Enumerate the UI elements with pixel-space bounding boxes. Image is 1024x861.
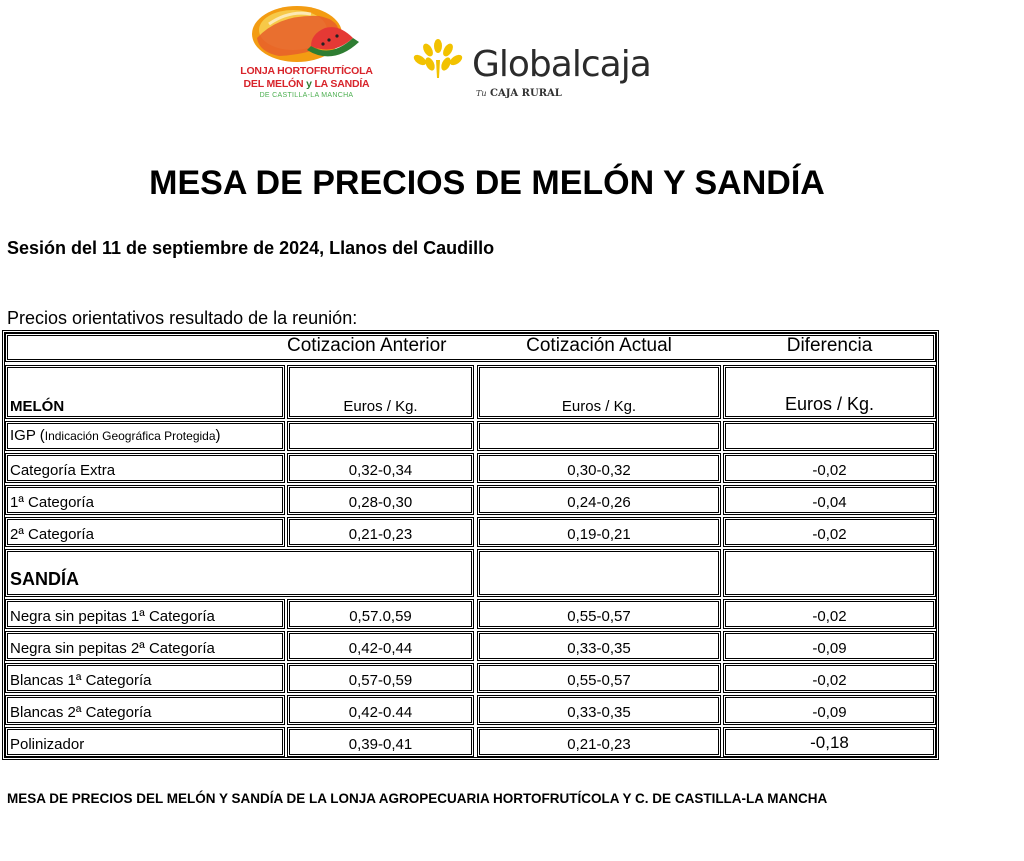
sandia-row-label: Negra sin pepitas 1ª Categoría bbox=[5, 599, 285, 629]
igp-diferencia bbox=[723, 421, 936, 451]
melon-row-label: 1ª Categoría bbox=[5, 485, 285, 515]
lonja-logo-line2: DEL MELÓN y LA SANDÍA bbox=[243, 78, 370, 90]
sandia-heading-actual bbox=[477, 549, 721, 597]
igp-label: IGP ( Indicación Geográfica Protegida ) bbox=[5, 421, 285, 451]
melon-row-diferencia: -0,04 bbox=[723, 485, 936, 515]
sandia-row-anterior: 0,57.0,59 bbox=[287, 599, 474, 629]
melon-row-actual: 0,19-0,21 bbox=[477, 517, 721, 547]
col-header-diferencia: Diferencia bbox=[786, 335, 873, 356]
sandia-section-heading: SANDÍA bbox=[5, 549, 474, 597]
melon-row-anterior: 0,32-0,34 bbox=[287, 453, 474, 483]
sandia-row-diferencia: -0,09 bbox=[723, 631, 936, 661]
col-header-anterior: Cotizacion Anterior bbox=[287, 335, 447, 356]
unit-actual: Euros / Kg. bbox=[477, 365, 721, 419]
sandia-row-diferencia: -0,02 bbox=[723, 599, 936, 629]
lonja-logo-line3: DE CASTILLA-LA MANCHA bbox=[259, 92, 354, 99]
igp-actual bbox=[477, 421, 721, 451]
melon-section-heading: MELÓN bbox=[5, 365, 285, 419]
melon-row-label: 2ª Categoría bbox=[5, 517, 285, 547]
globalcaja-logo bbox=[408, 38, 658, 102]
melon-row-anterior: 0,28-0,30 bbox=[287, 485, 474, 515]
melon-row-diferencia: -0,02 bbox=[723, 517, 936, 547]
wheat-icon bbox=[408, 38, 470, 82]
sandia-row-actual: 0,55-0,57 bbox=[477, 663, 721, 693]
melon-row-actual: 0,24-0,26 bbox=[477, 485, 721, 515]
intro-text: Precios orientativos resultado de la reunión: bbox=[7, 308, 358, 328]
sandia-row-actual: 0,21-0,23 bbox=[477, 727, 721, 757]
unit-diferencia: Euros / Kg. bbox=[723, 365, 936, 419]
footer-note: MESA DE PRECIOS DEL MELÓN Y SANDÍA DE LA LONJA AGROPECUARIA HORTOFRUTÍCOLA Y C. DE CASTILLA-LA MANCHA bbox=[7, 791, 828, 806]
sandia-row-actual: 0,55-0,57 bbox=[477, 599, 721, 629]
melon-row-actual: 0,30-0,32 bbox=[477, 453, 721, 483]
sandia-row-label: Blancas 1ª Categoría bbox=[5, 663, 285, 693]
sandia-row-anterior: 0,42-0.44 bbox=[287, 695, 474, 725]
session-info: Sesión del 11 de septiembre de 2024, Llanos del Caudillo bbox=[7, 238, 495, 258]
sandia-row-diferencia: -0,09 bbox=[723, 695, 936, 725]
sandia-row-anterior: 0,39-0,41 bbox=[287, 727, 474, 757]
melon-watermelon-icon bbox=[249, 4, 364, 66]
melon-row-diferencia: -0,02 bbox=[723, 453, 936, 483]
lonja-logo bbox=[224, 4, 389, 100]
col-header-actual: Cotización Actual bbox=[526, 335, 672, 356]
sandia-row-diferencia: -0,02 bbox=[723, 663, 936, 693]
globalcaja-tagline: Tu CAJA RURAL bbox=[476, 88, 562, 99]
sandia-row-label: Polinizador bbox=[5, 727, 285, 757]
igp-anterior bbox=[287, 421, 474, 451]
sandia-row-anterior: 0,42-0,44 bbox=[287, 631, 474, 661]
lonja-logo-line1: LONJA HORTOFRUTÍCOLA bbox=[240, 65, 373, 77]
sandia-row-actual: 0,33-0,35 bbox=[477, 631, 721, 661]
sandia-row-diferencia: -0,18 bbox=[723, 727, 936, 757]
sandia-row-actual: 0,33-0,35 bbox=[477, 695, 721, 725]
unit-anterior: Euros / Kg. bbox=[287, 365, 474, 419]
page-title: MESA DE PRECIOS DE MELÓN Y SANDÍA bbox=[149, 164, 825, 202]
sandia-row-label: Blancas 2ª Categoría bbox=[5, 695, 285, 725]
melon-row-anterior: 0,21-0,23 bbox=[287, 517, 474, 547]
melon-row-label: Categoría Extra bbox=[5, 453, 285, 483]
sandia-row-label: Negra sin pepitas 2ª Categoría bbox=[5, 631, 285, 661]
sandia-heading-diferencia bbox=[723, 549, 936, 597]
globalcaja-name: Globalcaja bbox=[472, 44, 651, 85]
sandia-row-anterior: 0,57-0,59 bbox=[287, 663, 474, 693]
